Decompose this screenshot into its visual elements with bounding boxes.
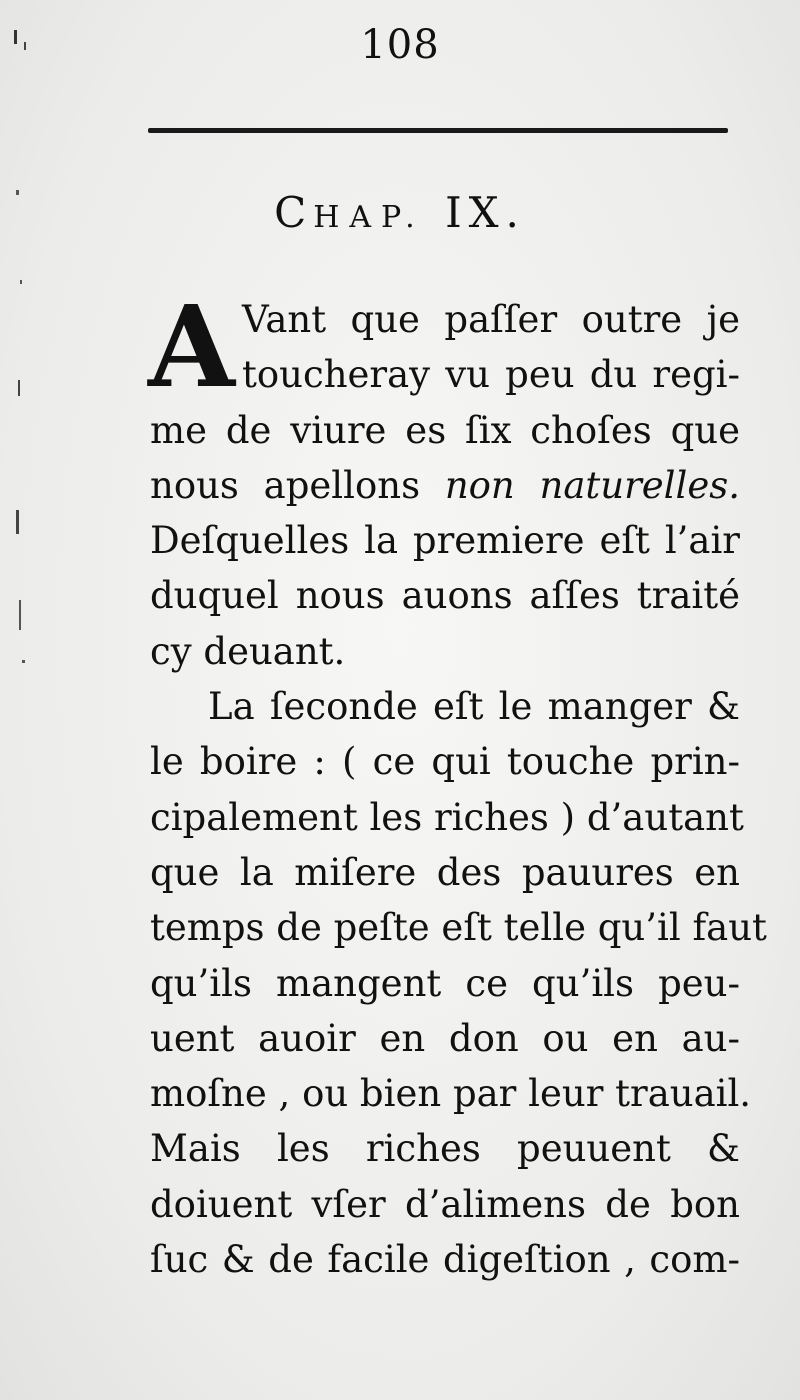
- drop-cap: A: [148, 282, 235, 413]
- text-line: moſne , ou bien par leur trauail.: [150, 1072, 752, 1116]
- text-line: uent auoir en don ou en au-: [150, 1016, 740, 1060]
- text-line: Vant que paſſer outre je: [242, 298, 740, 341]
- page-number: 108: [360, 22, 440, 68]
- text-line: le boire : ( ce qui touche prin-: [150, 740, 740, 784]
- text-line: [150, 458, 740, 513]
- text-fragment: nous apellons: [150, 463, 421, 507]
- text-line: duquel nous auons aſſes traité: [150, 574, 740, 618]
- text-line: La ſeconde eſt le manger &: [208, 685, 740, 729]
- text-line: qu’ils mangent ce qu’ils peu-: [150, 961, 740, 1005]
- chapter-initial: C: [274, 188, 314, 237]
- body-text: [148, 282, 767, 1287]
- text-line: Mais les riches peuuent &: [150, 1127, 740, 1171]
- italic-phrase: non naturelles.: [444, 463, 740, 507]
- paragraph-2: [150, 679, 767, 1287]
- paragraph-1: [148, 282, 740, 679]
- text-line: cipalement les riches ) d’autant: [150, 795, 744, 839]
- chapter-numeral: IX.: [445, 188, 526, 237]
- text-line: cy deuant.: [150, 629, 346, 673]
- text-line: que la miſere des pauures en: [150, 850, 740, 894]
- text-line: ſuc & de facile digeſtion , com-: [150, 1238, 740, 1282]
- chapter-heading: [0, 188, 800, 237]
- text-line: Deſquelles la premiere eſt l’air: [150, 519, 740, 563]
- text-line: me de viure es ſix choſes que: [150, 408, 740, 452]
- chapter-word: HAP.: [313, 200, 425, 235]
- header-rule: [148, 128, 728, 133]
- text-line: temps de peſte eſt telle qu’il faut: [150, 906, 767, 950]
- text-line: doiuent vſer d’alimens de bon: [150, 1182, 740, 1226]
- text-line: toucheray vu peu du regi-: [242, 353, 740, 397]
